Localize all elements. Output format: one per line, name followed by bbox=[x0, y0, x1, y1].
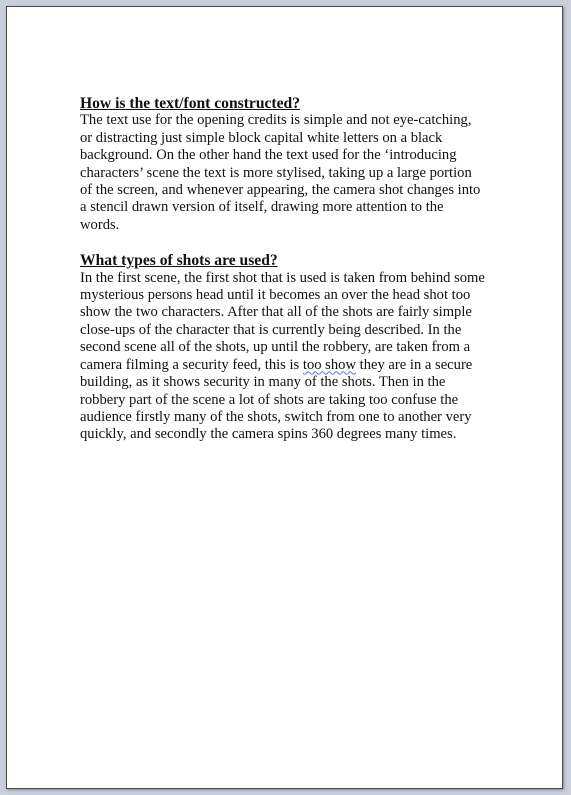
document-body[interactable] bbox=[80, 95, 486, 444]
section-shot-types bbox=[80, 252, 486, 443]
section-heading: What types of shots are used? bbox=[80, 252, 278, 270]
grammar-flagged-text[interactable]: too show bbox=[302, 356, 356, 373]
section-paragraph bbox=[80, 270, 486, 444]
section-paragraph: The text use for the opening credits is simple and not eye-catching, or distracting just simple block capital white letters on a black background. On the other hand the text used for the ‘introducing characters’ scene the text is more stylised, taking up a large portion of the screen, and whenever appearing, the camera shot changes into a stencil drawn version of itself, drawing more attention to the words. bbox=[80, 112, 481, 233]
paragraph-text: In the first scene, the first shot that is used is taken from behind some mysterious persons head until it becomes an over the head shot too show the two characters. After that all of the shots are fairly simple close-ups of the character that is currently being described. In the second scene all of the shots, up until the robbery, are taken from a camera filming a security feed, this is bbox=[80, 269, 485, 373]
paragraph-text: they are in a secure building, as it shows security in many of the shots. Then in the robbery part of the scene a lot of shots are taking too confuse the audience firstly many of the shots, switch from one to another very quickly, and secondly the camera spins 360 degrees many times. bbox=[80, 356, 473, 443]
document-page bbox=[6, 6, 563, 789]
section-text-font bbox=[80, 95, 486, 234]
section-heading: How is the text/font constructed? bbox=[80, 95, 301, 112]
